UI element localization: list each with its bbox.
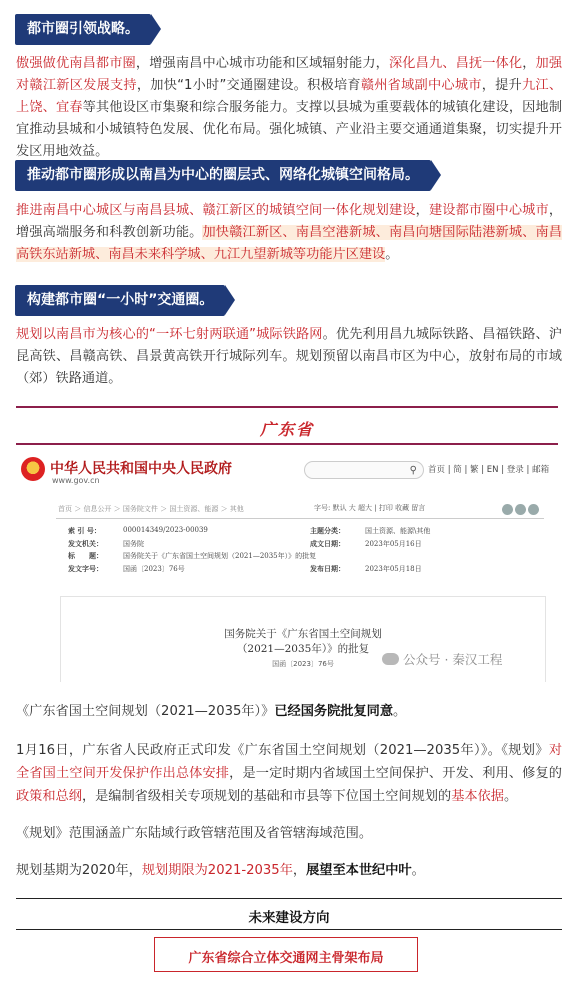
gov-top-nav[interactable]: 首页 | 简 | 繁 | EN | 登录 | 邮箱 — [428, 465, 550, 475]
breadcrumb[interactable]: 首页 ＞ 信息公开 ＞ 国务院文件 ＞ 国土资源、能源 ＞ 其他 — [58, 505, 244, 513]
transport-network-layout-heading: 广东省综合立体交通网主骨架布局 — [154, 937, 418, 972]
wechat-share-icon[interactable] — [502, 504, 513, 515]
share-icons[interactable] — [502, 500, 541, 519]
meta-row: 索 引 号： 000014349/2023-00039 主题分类： 国土资源、能源\其他 — [68, 526, 431, 535]
text-run: 对全省国土空间开发保护作出总体安排 — [16, 743, 562, 781]
wechat-official-account-icon — [382, 653, 399, 665]
text-run: 《广东省国土空间规划（2021—2035年）》 — [16, 704, 275, 719]
text-run: ，是一定时期内省域国土空间保护、开发、利用、修复的 — [229, 766, 562, 781]
section-paragraph-one-hour-transport — [16, 324, 562, 390]
text-run: 政策和总纲 — [16, 789, 82, 804]
qzone-share-icon[interactable] — [528, 504, 539, 515]
gov-site-title: 中华人民共和国中央人民政府 — [50, 461, 232, 477]
divider-bottom — [16, 443, 558, 445]
divider-top — [16, 406, 558, 408]
wechat-watermark: 公众号 · 秦汉工程 — [382, 650, 502, 668]
gov-site-url: www.gov.cn — [52, 476, 100, 485]
text-run: 规划基期为2020年， — [16, 863, 142, 878]
text-run: ，增强南昌中心城市功能和区域辐射能力， — [135, 56, 389, 71]
section-tag-one-hour-transport: 构建都市圈“一小时”交通圈。 — [15, 285, 225, 316]
text-run: ，提升 — [481, 78, 522, 93]
text-run: 赣州省域副中心城市 — [360, 78, 482, 93]
text-run: ， — [292, 863, 307, 878]
plan-issuance-paragraph — [16, 739, 562, 808]
text-run: 。优先利用昌九城际铁路、昌福铁路、沪昆高铁、昌赣高铁、昌景黄高铁开行城际列车。规划预留以南昌市区为中心，放射布局的市域（郊）铁路通道。 — [16, 327, 563, 386]
approval-document-title: 国务院关于《广东省国土空间规划 （2021—2035年）》的批复 — [224, 628, 382, 655]
section-tag-metro-strategy: 都市圈引领战略。 — [15, 14, 151, 45]
text-run: 。 — [411, 863, 425, 878]
text-run: 已经国务院批复同意 — [274, 704, 394, 719]
approval-statement — [16, 700, 562, 723]
gov-search-input[interactable] — [304, 461, 424, 479]
divider — [56, 518, 544, 519]
text-run: 等其他设区市集聚和综合服务能力。支撑以县城为重要载体的城镇化建设，因地制宜推动县城和小城镇特色发展、优化布局。强化城镇、产业沿主要交通通道集聚，切实提升开发区用地效益。 — [16, 100, 563, 159]
text-run: 加强对赣江新区发展支持 — [16, 56, 563, 93]
weibo-share-icon[interactable] — [515, 504, 526, 515]
font-size-tools[interactable]: 字号: 默认 大 超大 | 打印 收藏 留言 — [314, 504, 426, 512]
text-run: 1月16日，广东省人民政府正式印发《广东省国土空间规划（2021—2035年）》。《规划》 — [16, 743, 549, 758]
meta-row: 发文机关： 国务院 成文日期： 2023年05月16日 — [68, 538, 422, 548]
text-run: ，加快“1小时”交通圈建设。积极培育 — [136, 78, 361, 93]
plan-period-paragraph — [16, 859, 562, 882]
text-run: ，增强高端服务和科教创新功能。 — [16, 203, 563, 240]
future-direction-header: 未来建设方向 — [16, 898, 562, 930]
text-run: 。 — [393, 704, 407, 719]
text-run: ， — [415, 203, 429, 218]
text-run: 展望至本世纪中叶 — [306, 863, 412, 878]
gov-header — [16, 448, 562, 496]
text-run: 深化昌九、昌抚一体化 — [388, 56, 523, 71]
search-icon[interactable]: ⚲ — [409, 465, 417, 476]
document-metadata-table — [68, 526, 528, 576]
national-emblem-icon — [21, 457, 45, 481]
approval-document-box — [60, 596, 546, 682]
text-run: 九江、上饶、宜春 — [16, 78, 563, 115]
text-run: 。 — [503, 789, 518, 804]
text-run: 推进南昌中心城区与南昌县城、赣江新区的城镇空间一体化规划建设 — [16, 203, 416, 218]
section-paragraph-spatial-pattern — [16, 200, 562, 266]
text-run: ， — [522, 56, 536, 71]
text-run: 规划以南昌市为核心的“一环七射两联通”城际铁路网 — [16, 327, 323, 342]
section-paragraph-metro-strategy — [16, 53, 562, 163]
meta-row: 发文字号： 国函〔2023〕76号 发布日期： 2023年05月18日 — [68, 563, 422, 573]
approval-document-number: 国函〔2023〕76号 — [272, 660, 334, 668]
text-run: 规划期限为2021-2035年 — [141, 863, 293, 878]
text-run: 加快赣江新区、南昌空港新城、南昌向塘国际陆港新城、南昌高铁东站新城、南昌未来科学城、九江九望新城等功能片区建设 — [16, 225, 562, 262]
province-section-header — [16, 406, 558, 448]
text-run: ，是编制省级相关专项规划的基础和市县等下位国土空间规划的 — [81, 789, 452, 804]
text-run: 建设都市圈中心城市 — [428, 203, 549, 218]
plan-scope-paragraph: 《规划》范围涵盖广东陆域行政管辖范围及省管辖海域范围。 — [16, 826, 373, 841]
text-run: 基本依据 — [451, 789, 504, 804]
province-title: 广东省 — [259, 420, 314, 439]
text-run: 。 — [385, 247, 399, 262]
meta-row: 标 题： 国务院关于《广东省国土空间规划（2021—2035年）》的批复 — [68, 551, 317, 560]
section-tag-spatial-pattern: 推动都市圈形成以南昌为中心的圈层式、网络化城镇空间格局。 — [15, 160, 431, 191]
text-run: 傲强做优南昌都市圈 — [16, 56, 136, 71]
